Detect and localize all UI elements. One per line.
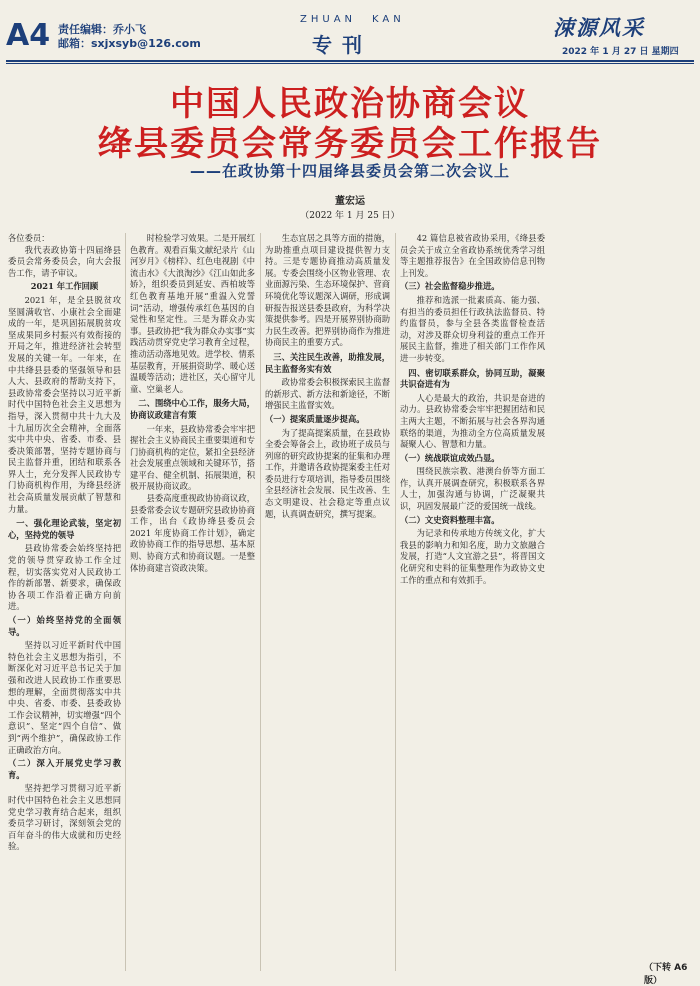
- salutation: 各位委员：: [8, 233, 50, 243]
- issue-date: 2022 年 1 月 27 日 星期四: [562, 47, 679, 57]
- headline-line-2: 绛县委员会常务委员会工作报告: [98, 124, 602, 164]
- sub-heading: （二）文史资料整理丰富。: [400, 514, 500, 525]
- section-heading: 三、关注民生改善，助推发展，民主监督务实有效: [265, 351, 390, 374]
- section-heading: 一、强化理论武装，坚定初心，坚持党的领导: [8, 518, 121, 540]
- sub-heading: （一）始终坚持党的全面领导。: [8, 615, 121, 637]
- column-divider: [260, 233, 261, 971]
- paragraph: 一年来，县政协常委会牢牢把握社会主义协商民主重要渠道和专门协商机构的定位，紧扣全县经济社会发展重点领域和关键环节，搭建平台、健全机制、拓展渠道，积极开展协商议政。: [130, 423, 255, 492]
- section-heading: 二、围绕中心工作，服务大局，协商议政建言有策: [130, 398, 255, 420]
- responsible-editor: 责任编辑：乔小飞: [58, 23, 146, 36]
- masthead: [0, 0, 700, 64]
- article-column-2: [130, 233, 255, 973]
- page-number: A4: [6, 18, 51, 53]
- sub-headline: ——在政协第十四届绛县委员会第二次会议上: [189, 162, 510, 180]
- column-divider: [395, 233, 396, 971]
- paragraph: 坚持以习近平新时代中国特色社会主义思想为指引，不断深化对习近平总书记关于加强和改进人民政协工作重要思想的理解，全面贯彻落实中共中央、省委、市委、县委政协工作会议精神，切实增强“四个意识”、坚定“四个自信”、做到“两个维护”，确保政协工作正确政治方向。: [8, 640, 121, 755]
- section-heading: 四、密切联系群众，协同互助，凝聚共识奋进有为: [400, 367, 545, 390]
- sub-heading: （一）提案质量逐步提高。: [265, 413, 365, 424]
- paragraph: 我代表政协第十四届绛县委员会常务委员会，向大会报告工作，请予审议。: [8, 244, 121, 278]
- paragraph: 生态宜居之具等方面的措施，为助推重点项目建设提供智力支持。三是专题协商推动高质量发展。专委会围绕小区物业管理、农业面源污染、生态环境保护、营商环境优化等议题深入调研，形成调研报告报送县委县政府，为科学决策提供参考。四是开展界别协商助力民生改善。把界别协商作为推进协商民主的重要方式。: [265, 233, 390, 348]
- paragraph: 县委高度重视政协协商议政，县委常委会议专题研究县政协协商工作，出台《政协绛县委员会 2021 年度协商工作计划》，确定政协协商工作的指导思想、基本原则、协商方式和协商议题。一是整体协商建言资政决策。: [130, 493, 255, 573]
- paragraph: 政协常委会积极探索民主监督的新形式、新方法和新途径，不断增强民主监督实效。: [265, 377, 390, 411]
- kan-latin: KAN: [372, 14, 405, 25]
- editor-info: [58, 23, 201, 51]
- sub-heading: （二）深入开展党史学习教育。: [8, 758, 121, 780]
- header-rule: [6, 60, 694, 62]
- paragraph: 人心是最大的政治，共识是奋进的动力。县政协常委会牢牢把握团结和民主两大主题，不断拓展与社会各界沟通联络的渠道，为推动全方位高质量发展凝聚人心、智慧和力量。: [400, 392, 545, 450]
- editor-email: 邮箱：sxjxsyb@126.com: [58, 37, 201, 50]
- article-column-1: [8, 233, 121, 973]
- headline-line-1: 中国人民政治协商会议: [170, 84, 530, 124]
- report-date: （2022 年 1 月 25 日）: [300, 211, 400, 221]
- paragraph: 42 篇信息被省政协采用，《绛县委员会关于成立全省政协系统优秀学习组等主题推荐报告》在全国政协信息刊物上刊发。: [400, 233, 545, 278]
- paragraph: 坚持把学习贯彻习近平新时代中国特色社会主义思想同党史学习教育结合起来，组织委员学习研讨，深刻领会党的百年奋斗的伟大成就和历史经验。: [8, 783, 121, 852]
- article-column-4: [400, 233, 545, 973]
- paragraph: 为了提高提案质量，在县政协全委会筹备会上，政协班子成员与列席的研究政协提案的征集和办理工作，并邀请各政协提案委主任对委员进行专项培训，指导委员围绕全县经济社会发展、民生改善、生态文明建设、社会稳定等重点议题，认真调查研究，撰写提案。: [265, 427, 390, 519]
- section-title: 专刊: [312, 33, 372, 57]
- paragraph: 2021 年，是全县脱贫攻坚圆满收官、小康社会全面建成的一年，是巩固拓展脱贫攻坚成果同乡村振兴有效衔接的开局之年，推进经济社会转型发展的关键一年。一年来，在中共绛县县委的坚强领导和县人大、县政府的帮助支持下，县政协常委会坚持以习近平新时代中国特色社会主义思想为指导，深入贯彻中共十九大及十九届历次全会精神，全面落实中共中央、省委、市委、县委决策部署，坚持专题协商与民主监督并重，团结和联系各界人士，充分发挥人民政协专门协商机构作用，为绛县经济社会高质量发展贡献了智慧和力量。: [8, 294, 121, 514]
- column-divider: [125, 233, 126, 971]
- paragraph: 县政协常委会始终坚持把党的领导贯穿政协工作全过程，切实落实党对人民政协工作的新部署、新要求，确保政协各项工作沿着正确方向前进。: [8, 543, 121, 612]
- newspaper-logo: 涑源风采: [553, 15, 645, 40]
- header-rule-thin: [6, 63, 694, 64]
- article-column-3: [265, 233, 390, 973]
- zhuan-latin: ZHUAN: [300, 14, 357, 25]
- paragraph: 时检验学习效果。二是开展红色教育。观看百集文献纪录片《山河岁月》《榜样》、红色电视剧《中流击水》《大浪淘沙》《江山如此多娇》，组织委员到延安、西柏坡等红色教育基地开展“重温入党誓词”活动，增强传承红色基因的自觉性和坚定性。三是为群众办实事。县政协把“我为群众办实事”实践活动贯穿党史学习教育全过程，推动活动落地见效。进学校、情系基层教育，开展捐资助学、暖心送温暖等活动；进社区，关心留守儿童、空巢老人。: [130, 233, 255, 394]
- sub-heading: （三）社会监督稳步推进。: [400, 281, 500, 292]
- author-name: 董宏运: [335, 196, 365, 207]
- paragraph: 为记录和传承地方传统文化，扩大我县的影响力和知名度，助力文旅融合发展，打造“人文宜游之县”，将晋国文化研究和史料的征集整理作为政协文史工作的重点和有效抓手。: [400, 528, 545, 585]
- paragraph: 围绕民族宗教、港澳台侨等方面工作，认真开展调查研究，积极联系各界人士，加强沟通与协调，广泛凝聚共识，巩固发展最广泛的爱国统一战线。: [400, 466, 545, 512]
- sub-heading: （一）统战联谊成效凸显。: [400, 452, 500, 463]
- paragraph: 推荐和选派一批素质高、能力强、有担当的委员担任行政执法监督员、特约监督员，参与全县各类监督检查活动，对涉及群众切身利益的重点工作开展民主监督，推进了相关部门工作作风进一步转变。: [400, 294, 545, 363]
- section-heading: 2021 年工作回顾: [30, 281, 99, 292]
- continued-notice: （下转 A6 版）: [644, 963, 688, 986]
